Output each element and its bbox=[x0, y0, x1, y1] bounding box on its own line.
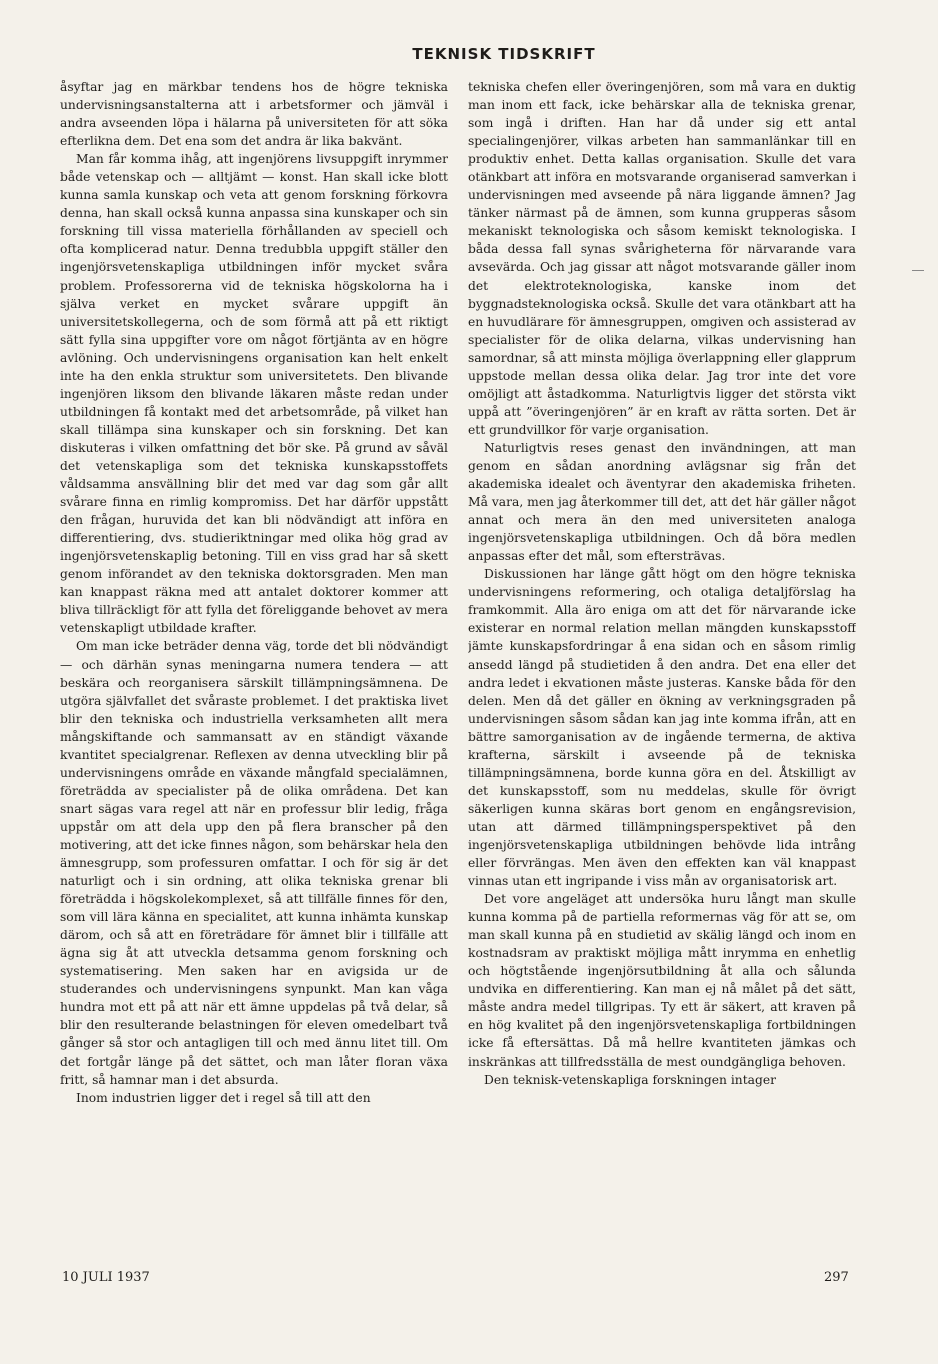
journal-title: TEKNISK TIDSKRIFT bbox=[412, 45, 596, 63]
paragraph: Naturligtvis reses genast den invändningen, att man genom en sådan anordning avlägsnar sig från det akademiska idealet och äventyrar den akademiska friheten. Må vara, men jag återkommer till det, att det här gäller något annat och mera än den med universiteten analoga ingenjörsvetenskapliga utbildningen. Och då böra medlen anpassas efter det mål, som eftersträvas. bbox=[468, 440, 856, 564]
running-header bbox=[0, 44, 938, 68]
paragraph: Man får komma ihåg, att ingenjörens livsuppgift inrymmer både vetenskap och — alltjämt — konst. Han skall icke blott kunna samla kunskap och veta att genom forskning förkovra denna, han skall också kunna anpassa sina kunskaper och sin forskning till vissa materiella förhållanden av speciell och ofta komplicerad natur. Denna tredubbla uppgift ställer den ingenjörsvetenskapliga utbildningen inför mycket svåra problem. Professorerna vid de tekniska högskolorna ha i själva verket en mycket svårare uppgift än universitetskollegerna, och de som förmå att på ett riktigt sätt fylla sina uppgifter vore om något förtjänta av en högre avlöning. Och undervisningens organisation kan helt enkelt inte ha den enkla struktur som universitetets. Den blivande ingenjören liksom den blivande läkaren måste redan under utbildningen få kontakt med det arbetsområde, på vilket han skall tillämpa sina kunskaper och sin forskning. Det kan diskuteras i vilken omfattning det bör ske. På grund av såväl det vetenskapliga som det tekniska kunskapsstoffets våldsamma ansvällning blir det med var dag som går allt svårare finna en rimlig kompromiss. Det har därför uppstått den frågan, huruvida det kan bli nödvändigt att införa en differentiering, dvs. studieriktningar med olika hög grad av ingenjörsvetenskaplig betoning. Till en viss grad har så skett genom införandet av den tekniska doktorsgraden. Men man kan knappast räkna med att antalet doktorer kommer att bliva tillräckligt för att fylla det föreliggande behovet av mera vetenskapligt utbildade krafter. bbox=[60, 152, 448, 636]
paragraph: Om man icke beträder denna väg, torde det bli nödvändigt — och därhän synas meningarna numera tendera — att beskära och reorganisera särskilt tillämpningsämnena. De utgöra självfallet det svåraste problemet. I det praktiska livet blir den tekniska och industriella verksamheten allt mera mångskiftande och sammansatt av en ständigt växande kvantitet specialgrenar. Reflexen av denna utveckling blir på undervisningens område en växande mångfald specialämnen, företrädda av specialister på de olika områdena. Det kan snart sägas vara regel att när en professur blir ledig, fråga uppstår om att dela upp den på flera branscher på den motivering, att det icke finnes någon, som behärskar hela den ämnesgrupp, som professuren omfattar. I och för sig är det naturligt och i sin ordning, att olika tekniska grenar bli företrädda i högskolekomplexet, så att tillfälle finnes för den, som vill lära känna en specialitet, att kunna inhämta kunskap därom, och så att en företrädare för ämnet blir i tillfälle att ägna sig åt att utveckla detsamma genom forskning och systematisering. Men saken har en avigsida ur de studerandes och undervisningens synpunkt. Man kan våga hundra mot ett på att när ett ämne uppdelas på två delar, så blir den resulterande belastningen för eleven omedelbart två gånger så stor och antagligen till och med ännu litet till. Om det fortgår länge på det sättet, och man låter floran växa fritt, så hamnar man i det absurda. bbox=[60, 639, 448, 1087]
paragraph: åsyftar jag en märkbar tendens hos de högre tekniska undervisningsanstalterna att i arbetsformer och jämväl i andra avseenden löpa i hälarna på universiteten för att söka efterlikna dem. Det ena som det andra är lika bakvänt. bbox=[60, 80, 448, 149]
margin-tick bbox=[912, 270, 924, 271]
issue-date: 10 JULI 1937 bbox=[62, 1270, 150, 1285]
paragraph: Den teknisk-vetenskapliga forskningen intager bbox=[484, 1072, 776, 1087]
right-column bbox=[468, 78, 856, 1258]
left-column bbox=[60, 78, 448, 1258]
paragraph: tekniska chefen eller överingenjören, som må vara en duktig man inom ett fack, icke behärskar alla de tekniska grenar, som ingå i driften. Han har då under sig ett antal specialingenjörer, vilkas arbeten han sammanlänkar till en produktiv enhet. Detta kallas organisation. Skulle det vara otänkbart att införa en motsvarande organiserad samverkan i undervisningen med avseende på nära liggande ämnen? Jag tänker närmast på de ämnen, som kunna grupperas såsom mekaniskt teknologiska och såsom kemiskt teknologiska. I båda dessa fall synas svårigheterna för närvarande vara avsevärda. Och jag gissar att något motsvarande gäller inom det elektroteknologiska, kanske inom det byggnadsteknologiska också. Skulle det vara otänkbart att ha en huvudlärare för ämnesgruppen, omgiven och assisterad av specialister för de olika delarna, vilkas undervisning han samordnar, så att minsta möjliga överlappning eller glapprum uppstode mellan dessa olika delar. Jag tror inte det vore omöjligt att åstadkomma. Naturligtvis ligger det största vikt uppå att ”överingenjören” är en kraft av rätta sorten. Det är ett grundvillkor för varje organisation. bbox=[468, 80, 856, 437]
paragraph: Inom industrien ligger det i regel så till att den bbox=[76, 1090, 371, 1105]
page-number: 297 bbox=[824, 1270, 849, 1285]
paragraph: Det vore angeläget att undersöka huru långt man skulle kunna komma på de partiella reformernas väg för att se, om man skall kunna på en studietid av skälig längd och inom en kostnadsram av praktiskt möjliga mått inrymma en enhetlig och högtstående ingenjörsutbildning åt alla och sålunda undvika en differentiering. Kan man ej nå målet på det sätt, måste andra medel tillgripas. Ty ett är säkert, att kraven på en hög kvalitet på den ingenjörsvetenskapliga fortbildningen icke få eftersättas. Då må hellre kvantiteten jämkas och inskränkas att tillfredsställa de mest oundgängliga behoven. bbox=[468, 892, 856, 1069]
paragraph: Diskussionen har länge gått högt om den högre tekniska undervisningens reformering, och otaliga detaljförslag ha framkommit. Alla äro eniga om att det för närvarande icke existerar en normal relation mellan mängden kunskapsstoff jämte kunskapsfordringar å ena sidan och en såsom rimlig ansedd längd på studietiden å den andra. Det ena eller det andra ledet i ekvationen måste justeras. Kanske båda för den delen. Men då det gäller en ökning av verkningsgraden på undervisningen såsom sådan kan jag inte komma ifrån, att en bättre samorganisation av de ingående termerna, de aktiva krafterna, särskilt i avseende på de tekniska tillämpningsämnena, borde kunna göra en del. Åtskilligt av det kunskapsstoff, som nu meddelas, skulle för övrigt säkerligen kunna skäras bort genom en engångsrevision, utan att därmed tillämpningsperspektivet på den ingenjörsvetenskapliga utbildningen behövde lida intrång eller förvrängas. Men även den effekten kan väl knappast vinnas utan ett ingripande i viss mån av organisatorisk art. bbox=[468, 567, 856, 889]
